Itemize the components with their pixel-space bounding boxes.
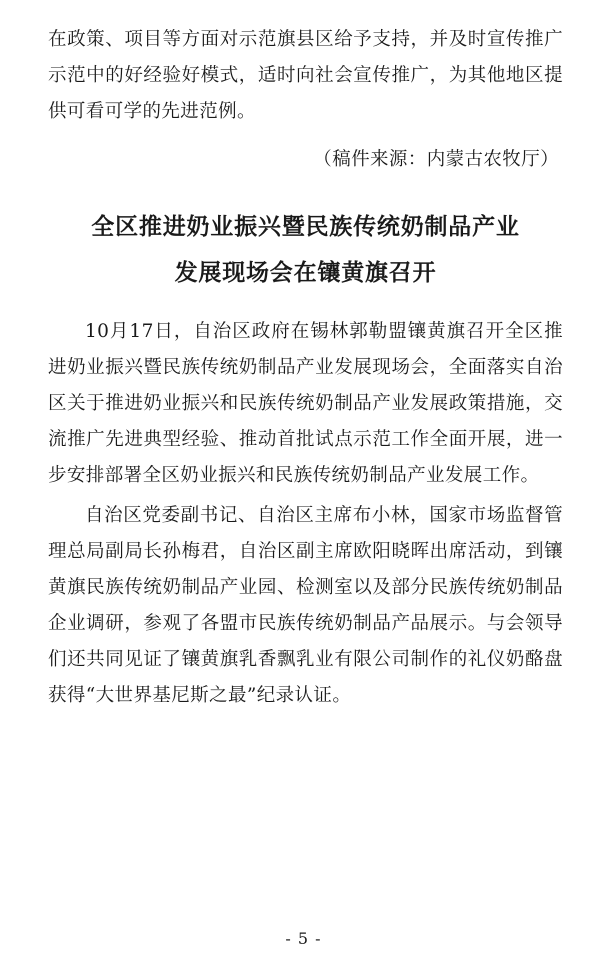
article-body: [48, 314, 563, 714]
article-headline: [48, 204, 563, 296]
body-paragraph-1: 10月17日，自治区政府在锡林郭勒盟镶黄旗召开全区推进奶业振兴暨民族传统奶制品产业发展现场会，全面落实自治区关于推进奶业振兴和民族传统奶制品产业发展政策措施，交流推广先进典型经验、推动首批试点示范工作全面开展，进一步安排部署全区奶业振兴和民族传统奶制品产业发展工作。: [48, 321, 563, 486]
continued-paragraph: 在政策、项目等方面对示范旗县区给予支持，并及时宣传推广示范中的好经验好模式，适时向社会宣传推广，为其他地区提供可看可学的先进范例。: [48, 29, 563, 122]
page-number: - 5 -: [285, 929, 322, 948]
headline-line-2: 发展现场会在镶黄旗召开: [174, 259, 437, 286]
body-paragraph-2: 自治区党委副书记、自治区主席布小林，国家市场监督管理总局副局长孙梅君，自治区副主席欧阳晓晖出席活动，到镶黄旗民族传统奶制品产业园、检测室以及部分民族传统奶制品企业调研，参观了各盟市民族传统奶制品产品展示。与会领导们还共同见证了镶黄旗乳香飘乳业有限公司制作的礼仪奶酪盘获得“大世界基尼斯之最”纪录认证。: [48, 505, 563, 706]
headline-line-1: 全区推进奶业振兴暨民族传统奶制品产业: [91, 213, 520, 240]
source-note: （稿件来源：内蒙古农牧厅）: [313, 149, 559, 170]
